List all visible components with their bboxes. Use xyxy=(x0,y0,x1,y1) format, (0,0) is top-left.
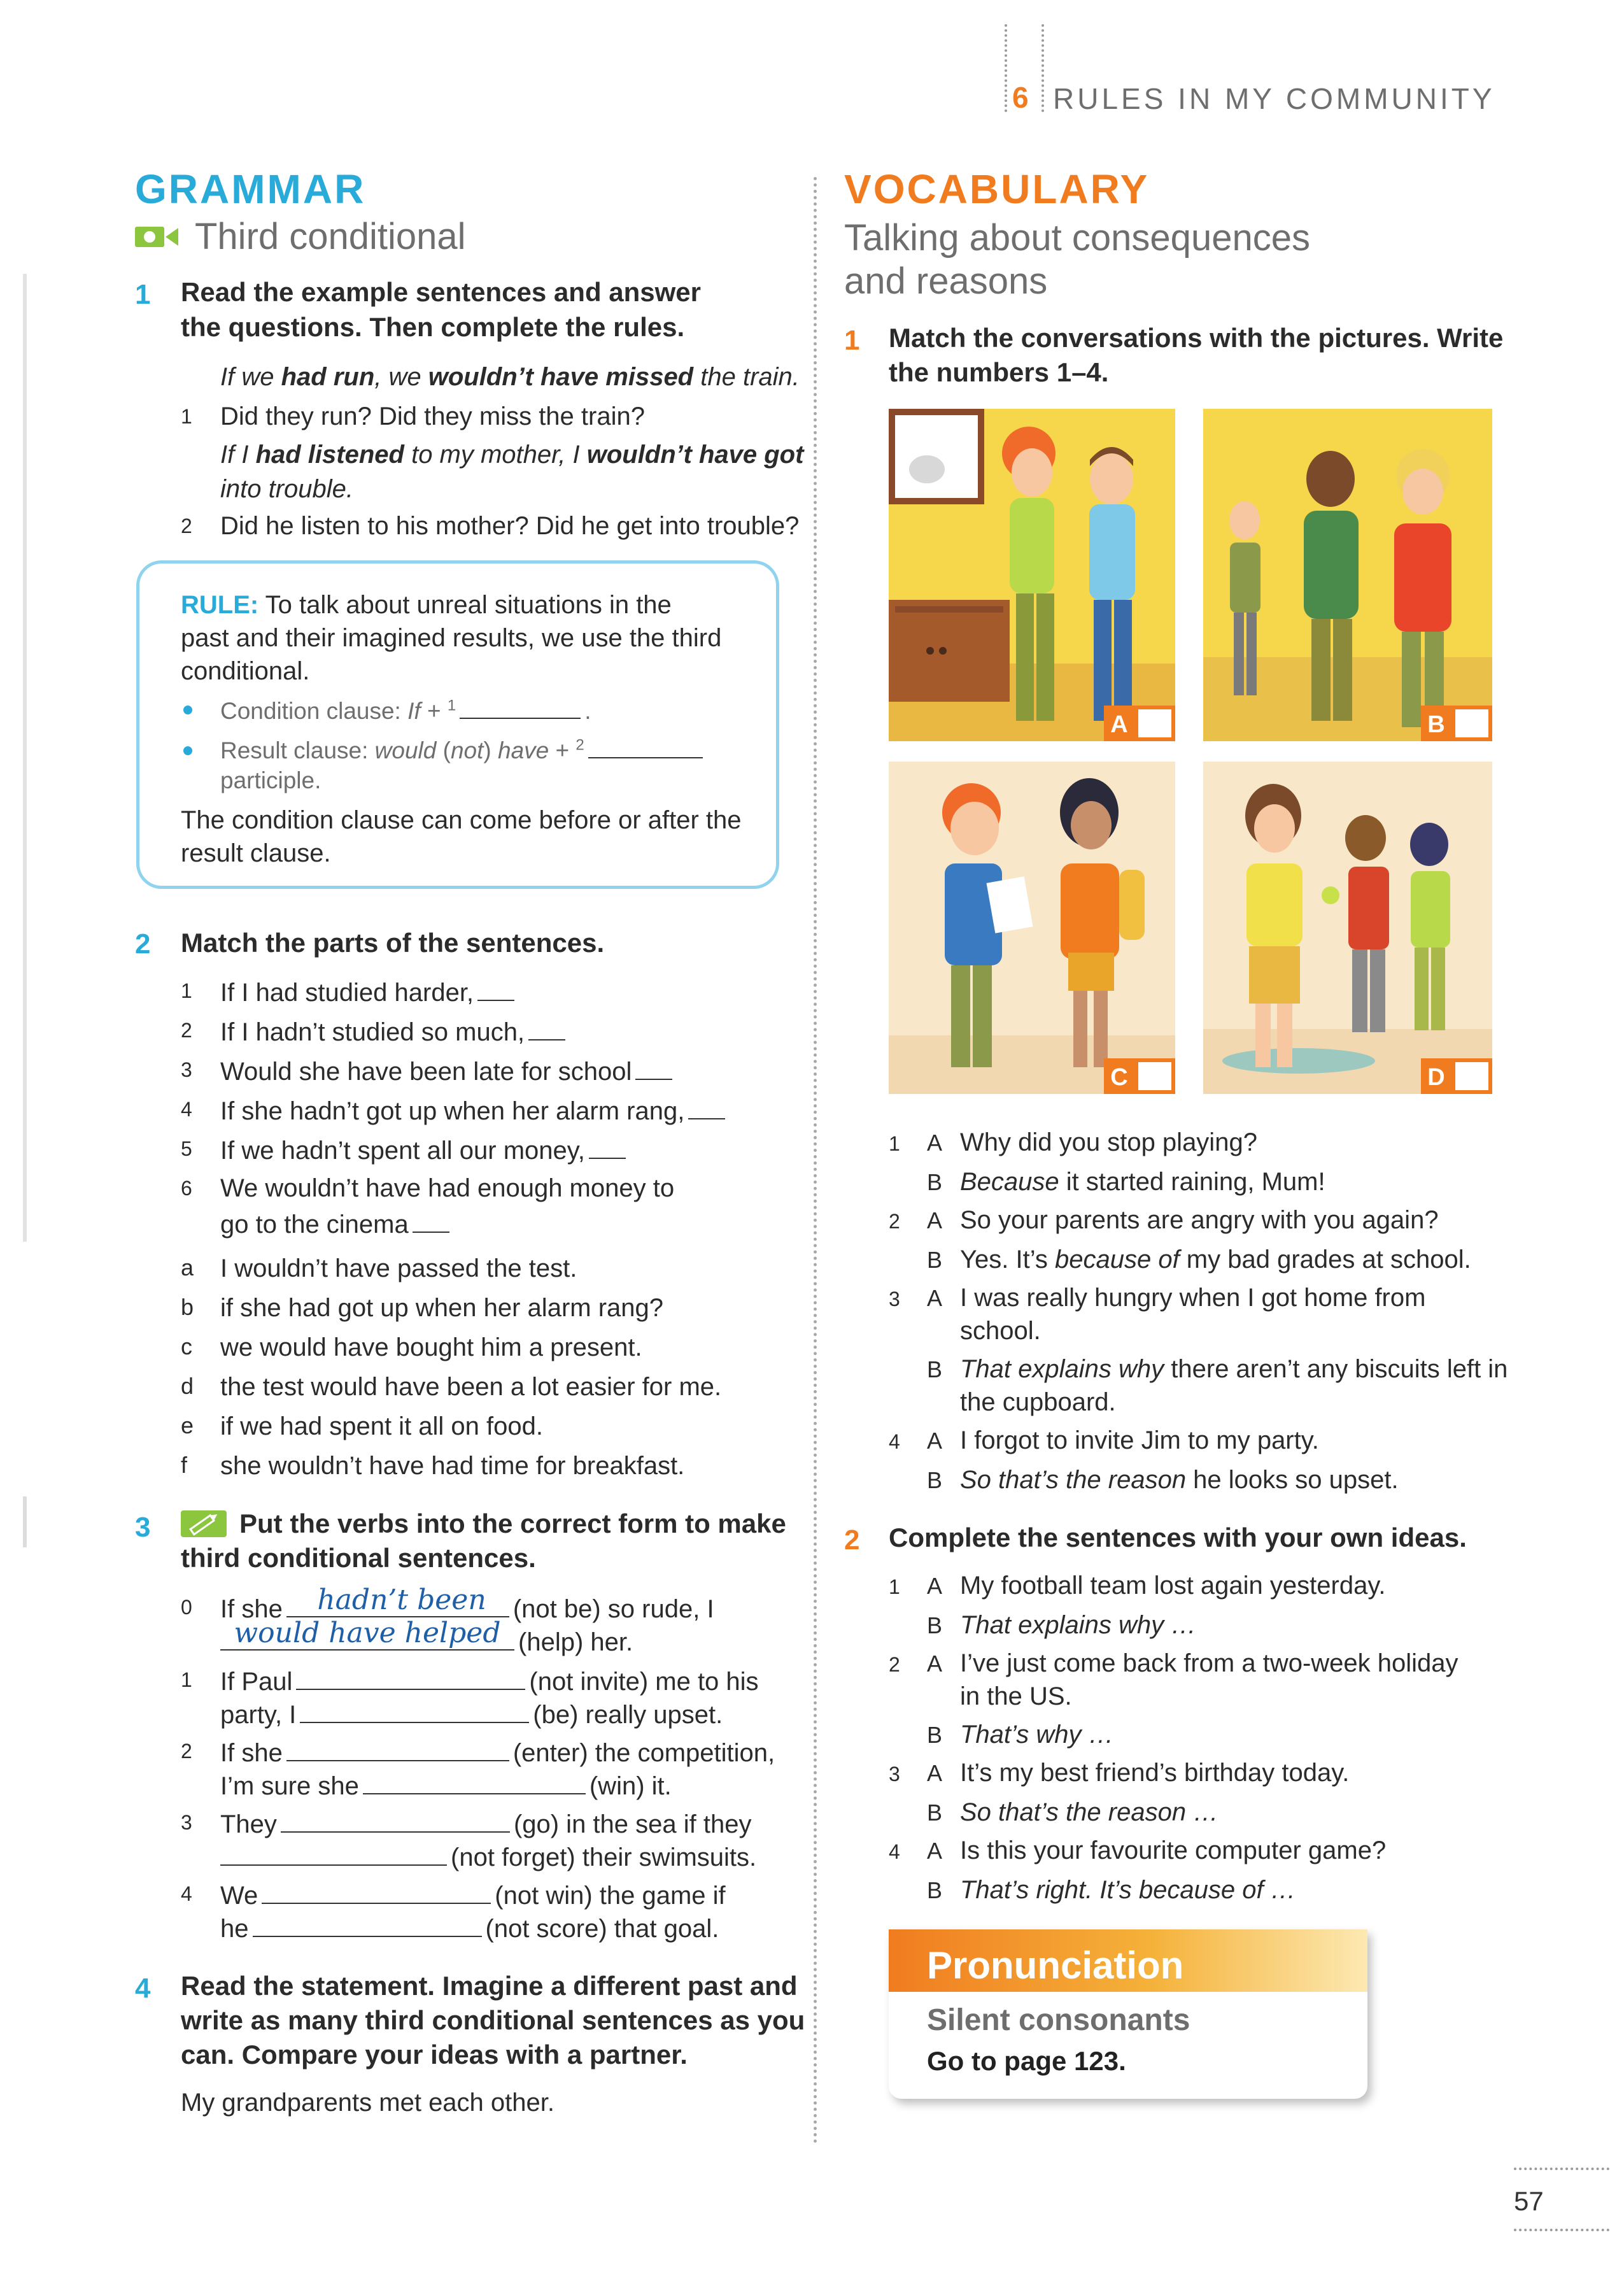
item-number: 4 xyxy=(889,1840,900,1863)
prompt-line: My football team lost again yesterday. xyxy=(960,1572,1386,1600)
exercise-number: 2 xyxy=(844,1524,860,1556)
item-number: 2 xyxy=(181,515,192,537)
item-letter: c xyxy=(181,1333,192,1360)
rule-bullet: participle. xyxy=(220,767,321,793)
rule-text: RULE: To talk about unreal situations in the xyxy=(181,591,672,619)
prompt-line: That’s why … xyxy=(960,1721,1114,1749)
answer-line[interactable] xyxy=(363,1768,586,1794)
speaker-a: A xyxy=(927,1285,943,1311)
answer-blank[interactable] xyxy=(588,734,703,758)
conversation-line: I forgot to invite Jim to my party. xyxy=(960,1426,1319,1454)
answer-blank[interactable] xyxy=(460,694,581,719)
picture-c xyxy=(889,762,1175,1094)
prompt-line: So that’s the reason … xyxy=(960,1798,1219,1826)
speaker-b: B xyxy=(927,1877,943,1903)
unit-number: 6 xyxy=(1012,81,1029,114)
prompt-line: in the US. xyxy=(960,1682,1072,1710)
conversation-line: So your parents are angry with you again? xyxy=(960,1206,1439,1234)
example-sentence: If we had run, we wouldn’t have missed the train. xyxy=(220,363,800,391)
item-number: 1 xyxy=(889,1575,900,1598)
speaker-a: A xyxy=(927,1760,943,1786)
picture-a xyxy=(889,409,1175,741)
picture-label-c: C xyxy=(1104,1058,1175,1094)
exercise-instruction: Match the parts of the sentences. xyxy=(181,928,605,958)
speaker-b: B xyxy=(927,1612,943,1638)
answer-box[interactable] xyxy=(1138,1062,1171,1090)
answer-line[interactable] xyxy=(281,1806,510,1833)
conversation-line: Yes. It’s because of my bad grades at school. xyxy=(960,1246,1471,1274)
page-number: 57 xyxy=(1514,2186,1544,2216)
item-number: 6 xyxy=(181,1177,192,1200)
conversation-line: That explains why there aren’t any biscuits left in xyxy=(960,1355,1508,1383)
item-letter: e xyxy=(181,1412,194,1438)
item-number: 2 xyxy=(181,1019,192,1042)
item-number: 4 xyxy=(181,1882,192,1905)
match-ending: if we had spent it all on food. xyxy=(220,1412,543,1440)
answer-blank[interactable] xyxy=(528,1014,565,1040)
unit-title: RULES IN MY COMMUNITY xyxy=(1053,82,1495,115)
speaker-b: B xyxy=(927,1169,943,1195)
speaker-b: B xyxy=(927,1247,943,1273)
match-item: If we hadn’t spent all our money, xyxy=(220,1132,630,1167)
example-sentence: If I had listened to my mother, I wouldn’t have got xyxy=(220,441,804,469)
answer-blank[interactable] xyxy=(589,1132,626,1159)
picture-label-a: A xyxy=(1104,706,1175,741)
gap-sentence: (help) her. xyxy=(220,1624,633,1659)
handwritten-answer: would have helped xyxy=(234,1617,501,1649)
answer-blank[interactable] xyxy=(635,1053,672,1080)
item-number: 3 xyxy=(889,1763,900,1786)
item-number: 4 xyxy=(181,1098,192,1121)
rule-text: result clause. xyxy=(181,839,331,867)
prompt-line: It’s my best friend’s birthday today. xyxy=(960,1759,1350,1787)
video-icon[interactable] xyxy=(135,224,180,250)
item-number: 1 xyxy=(181,405,192,428)
answer-box[interactable] xyxy=(1455,1062,1488,1090)
grammar-heading: GRAMMAR xyxy=(135,166,366,212)
item-letter: f xyxy=(181,1452,188,1478)
speaker-b: B xyxy=(927,1800,943,1826)
answer-blank[interactable] xyxy=(413,1206,449,1233)
exercise-instruction: third conditional sentences. xyxy=(181,1543,536,1573)
vocabulary-subheading: and reasons xyxy=(844,260,1048,302)
match-item: Would she have been late for school xyxy=(220,1053,676,1088)
rule-bullet: Condition clause: If + $^1$ . xyxy=(220,694,591,727)
pronunciation-title: Pronunciation xyxy=(927,1944,1184,1987)
conversation-line: So that’s the reason he looks so upset. xyxy=(960,1466,1399,1494)
margin-mark xyxy=(23,274,27,1242)
answer-line[interactable] xyxy=(253,1910,482,1937)
rule-text: conditional. xyxy=(181,657,310,685)
gap-sentence: (not forget) their swimsuits. xyxy=(220,1839,756,1874)
example-sentence: into trouble. xyxy=(220,475,354,503)
picture-label-b: B xyxy=(1421,706,1492,741)
header-divider xyxy=(1041,24,1044,112)
exercise-instruction: Complete the sentences with your own ideas. xyxy=(889,1523,1467,1552)
match-item: If she hadn’t got up when her alarm rang, xyxy=(220,1093,729,1128)
rule-bullet: Result clause: would (not) have + $^2$ xyxy=(220,734,707,766)
speaker-a: A xyxy=(927,1651,943,1677)
exercise-number: 2 xyxy=(135,928,151,960)
item-number: 1 xyxy=(181,979,192,1002)
answer-line[interactable] xyxy=(286,1735,509,1761)
exercise-instruction: can. Compare your ideas with a partner. xyxy=(181,2040,688,2070)
exercise-instruction: Match the conversations with the pictures. Write xyxy=(889,323,1504,353)
answer-line[interactable] xyxy=(296,1663,525,1690)
exercise-number: 1 xyxy=(844,325,860,356)
margin-mark xyxy=(23,1496,27,1547)
question: Did he listen to his mother? Did he get into trouble? xyxy=(220,512,800,540)
match-item: go to the cinema xyxy=(220,1206,453,1241)
match-item: If I hadn’t studied so much, xyxy=(220,1014,569,1049)
item-number: 2 xyxy=(889,1653,900,1676)
item-number: 1 xyxy=(889,1132,900,1155)
picture-label-d: D xyxy=(1421,1058,1492,1094)
item-letter: b xyxy=(181,1294,194,1320)
item-letter: d xyxy=(181,1373,194,1399)
speaker-b: B xyxy=(927,1467,943,1493)
exercise-instruction: the numbers 1–4. xyxy=(889,357,1109,387)
conversation-line: I was really hungry when I got home from xyxy=(960,1284,1426,1312)
exercise-number: 4 xyxy=(135,1973,151,2004)
match-ending: she wouldn’t have had time for breakfast. xyxy=(220,1452,685,1480)
item-number: 5 xyxy=(181,1137,192,1160)
prompt-line: I’ve just come back from a two-week holiday xyxy=(960,1649,1458,1677)
exercise-instruction: Read the example sentences and answer the questions. Then complete the rules. xyxy=(181,277,702,342)
match-item: We wouldn’t have had enough money to xyxy=(220,1174,675,1202)
answer-blank[interactable] xyxy=(477,974,514,1001)
speaker-a: A xyxy=(927,1207,943,1233)
vocabulary-heading: VOCABULARY xyxy=(844,166,1150,212)
header-divider xyxy=(1005,24,1007,112)
speaker-a: A xyxy=(927,1428,943,1454)
item-number: 2 xyxy=(889,1210,900,1233)
gap-sentence: If she (enter) the competition, xyxy=(220,1735,775,1770)
pencil-icon xyxy=(181,1510,227,1537)
bullet-icon xyxy=(183,746,192,755)
exercise-instruction: Read the statement. Imagine a different past and xyxy=(181,1971,798,2001)
match-ending: I wouldn’t have passed the test. xyxy=(220,1254,577,1282)
item-number: 3 xyxy=(889,1288,900,1310)
question: Did they run? Did they miss the train? xyxy=(220,402,645,430)
pronunciation-box[interactable] xyxy=(889,1929,1367,2099)
picture-b xyxy=(1203,409,1492,741)
exercise-instruction: write as many third conditional sentences as you xyxy=(181,2005,805,2035)
gap-sentence: party, I (be) really upset. xyxy=(220,1696,723,1731)
answer-blank[interactable] xyxy=(688,1093,725,1119)
exercise-number: 1 xyxy=(135,279,151,310)
item-number: 1 xyxy=(181,1668,192,1691)
rule-text: past and their imagined results, we use the third xyxy=(181,624,722,652)
match-ending: we would have bought him a present. xyxy=(220,1333,642,1361)
answer-line[interactable] xyxy=(262,1877,491,1904)
page-number-rule xyxy=(1514,2229,1609,2231)
gap-sentence: If she (not be) so rude, I xyxy=(220,1591,714,1626)
pronunciation-subtitle: Silent consonants xyxy=(927,2003,1190,2037)
vocabulary-subheading: Talking about consequences xyxy=(844,217,1310,259)
exercise-number: 3 xyxy=(135,1512,151,1543)
gap-sentence: We (not win) the game if xyxy=(220,1877,726,1912)
prompt-line: That’s right. It’s because of … xyxy=(960,1876,1296,1904)
gap-sentence: he (not score) that goal. xyxy=(220,1910,719,1945)
picture-d xyxy=(1203,762,1492,1094)
page-number-rule xyxy=(1514,2168,1609,2170)
speaker-b: B xyxy=(927,1722,943,1748)
exercise-instruction: Put the verbs into the correct form to make xyxy=(239,1509,786,1538)
item-number: 3 xyxy=(181,1811,192,1834)
match-ending: if she had got up when her alarm rang? xyxy=(220,1294,663,1322)
statement: My grandparents met each other. xyxy=(181,2089,554,2117)
prompt-line: Is this your favourite computer game? xyxy=(960,1836,1387,1864)
answer-line[interactable] xyxy=(220,1839,447,1866)
item-number: 2 xyxy=(181,1740,192,1763)
match-ending: the test would have been a lot easier for me. xyxy=(220,1373,722,1401)
gap-sentence: They (go) in the sea if they xyxy=(220,1806,751,1841)
item-number: 4 xyxy=(889,1430,900,1453)
rule-text: The condition clause can come before or after the xyxy=(181,806,742,834)
conversation-line: Because it started raining, Mum! xyxy=(960,1168,1325,1196)
answer-line[interactable] xyxy=(300,1696,529,1723)
item-number: 0 xyxy=(181,1596,192,1619)
speaker-a: A xyxy=(927,1573,943,1599)
prompt-line: That explains why … xyxy=(960,1611,1197,1639)
handwritten-answer: hadn’t been xyxy=(317,1584,486,1616)
conversation-line: Why did you stop playing? xyxy=(960,1128,1257,1156)
gap-sentence: I’m sure she (win) it. xyxy=(220,1768,672,1803)
item-letter: a xyxy=(181,1254,194,1281)
speaker-b: B xyxy=(927,1356,943,1382)
gap-sentence: If Paul (not invite) me to his xyxy=(220,1663,759,1698)
grammar-subheading: Third conditional xyxy=(195,216,466,257)
speaker-a: A xyxy=(927,1130,943,1156)
match-item: If I had studied harder, xyxy=(220,974,518,1009)
answer-box[interactable] xyxy=(1138,709,1171,737)
bullet-icon xyxy=(183,706,192,714)
column-divider xyxy=(814,177,817,2145)
answer-box[interactable] xyxy=(1455,709,1488,737)
speaker-a: A xyxy=(927,1838,943,1864)
item-number: 3 xyxy=(181,1058,192,1081)
conversation-line: school. xyxy=(960,1317,1041,1345)
conversation-line: the cupboard. xyxy=(960,1388,1116,1416)
pronunciation-link[interactable]: Go to page 123. xyxy=(927,2046,1126,2076)
